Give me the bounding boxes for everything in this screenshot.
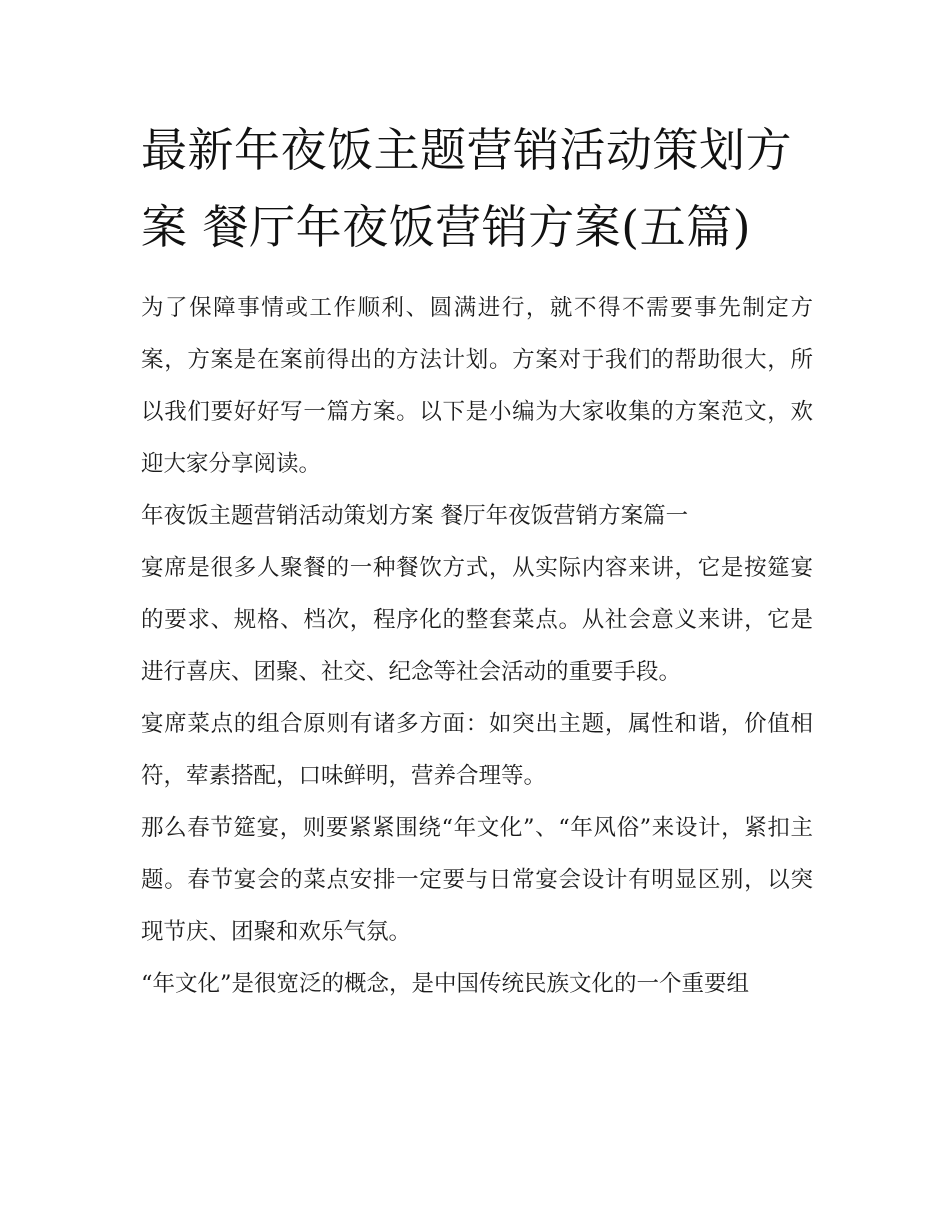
banquet-definition-paragraph: 宴席是很多人聚餐的一种餐饮方式，从实际内容来讲，它是按筵宴的要求、规格、档次，程序化的整套菜点。从社会意义来讲，它是进行喜庆、团聚、社交、纪念等社会活动的重要手段。 bbox=[141, 555, 813, 685]
year-culture-paragraph: “年文化”是很宽泛的概念，是中国传统民族文化的一个重要组 bbox=[141, 971, 750, 997]
document-title: 最新年夜饭主题营销活动策划方案 餐厅年夜饭营销方案(五篇) bbox=[141, 123, 792, 254]
menu-principles-paragraph: 宴席菜点的组合原则有诸多方面：如突出主题，属性和谐，价值相符，荤素搭配，口味鲜明，营养合理等。 bbox=[141, 711, 813, 789]
document-body bbox=[141, 282, 813, 1010]
spring-festival-paragraph: 那么春节筵宴，则要紧紧围绕“年文化”、“年风俗”来设计，紧扣主题。春节宴会的菜点安排一定要与日常宴会设计有明显区别，以突现节庆、团聚和欢乐气氛。 bbox=[141, 815, 813, 945]
intro-paragraph: 为了保障事情或工作顺利、圆满进行，就不得不需要事先制定方案，方案是在案前得出的方法计划。方案对于我们的帮助很大，所以我们要好好写一篇方案。以下是小编为大家收集的方案范文，欢迎大家分享阅读。 bbox=[141, 295, 813, 477]
document-content bbox=[141, 112, 813, 1010]
section-heading: 年夜饭主题营销活动策划方案 餐厅年夜饭营销方案篇一 bbox=[141, 503, 689, 529]
